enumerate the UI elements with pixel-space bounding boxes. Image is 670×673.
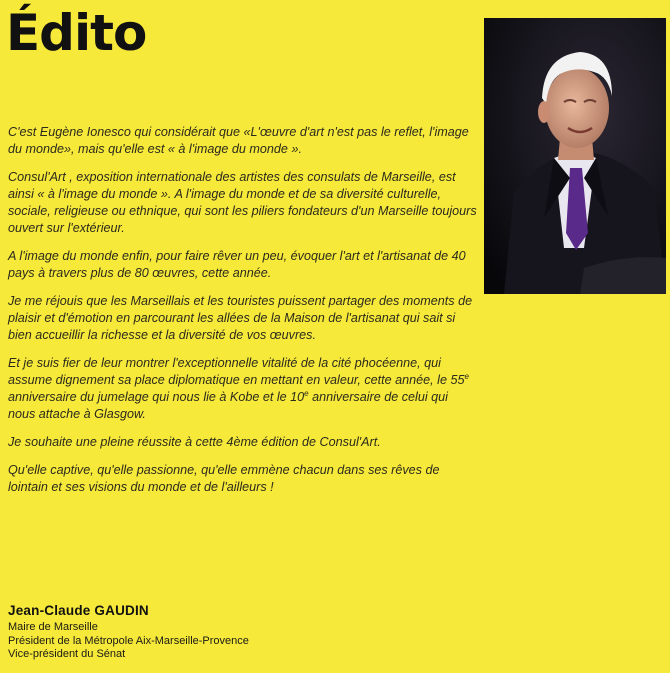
signatory-role: Vice-président du Sénat <box>8 648 126 660</box>
paragraph-4: Je me réjouis que les Marseillais et les touristes puissent partager des moments de plaisir et d'émotion en parcourant les allées de la Maison de l'artisanat qui sait si bien accueillir la richesse et la diversité de vos œuvres. <box>8 294 473 342</box>
portrait-photo <box>484 18 666 294</box>
paragraph-3: A l'image du monde enfin, pour faire rêver un peu, évoquer l'art et l'artisanat de 40 pays à travers plus de 80 œuvres, cette année. <box>8 249 466 280</box>
edito-body <box>8 124 478 507</box>
ordinal-suffix: e <box>464 371 469 381</box>
paragraph-1: C'est Eugène Ionesco qui considérait que «L'œuvre d'art n'est pas le reflet, l'image du monde», mais qu'elle est « à l'image du monde ». <box>8 125 469 156</box>
signatory-role: Maire de Marseille <box>8 621 98 633</box>
signatory-role: Président de la Métropole Aix-Marseille-Provence <box>8 634 249 647</box>
portrait-icon <box>484 18 666 294</box>
paragraph-5-part-a: Et je suis fier de leur montrer l'exceptionnelle vitalité de la cité phocéenne, qui assume dignement sa place diplomatique en mettant en valeur, cette année, le 55 <box>8 356 465 387</box>
page-title: Édito <box>6 4 147 62</box>
paragraph-7: Qu'elle captive, qu'elle passionne, qu'elle emmène chacun dans ses rêves de lointain et ses visions du monde et de l'ailleurs ! <box>8 463 440 494</box>
paragraph-2: Consul'Art , exposition internationale des artistes des consulats de Marseille, est ainsi « à l'image du monde ». A l'image du monde et de sa diversité culturelle, sociale, religieuse ou ethnique, qui sont les piliers fondateurs d'un Marseille toujours ouvert sur l'extérieur. <box>8 170 477 235</box>
paragraph-5 <box>8 355 478 423</box>
signature-block <box>8 603 249 662</box>
paragraph-5-part-c: anniversaire de celui qui nous attache à Glasgow. <box>8 390 448 421</box>
ordinal-suffix: e <box>304 388 309 398</box>
signatory-name: Jean-Claude GAUDIN <box>8 603 149 618</box>
paragraph-5-part-b: anniversaire du jumelage qui nous lie à Kobe et le 10 <box>8 390 305 404</box>
paragraph-6: Je souhaite une pleine réussite à cette 4ème édition de Consul'Art. <box>8 435 381 449</box>
